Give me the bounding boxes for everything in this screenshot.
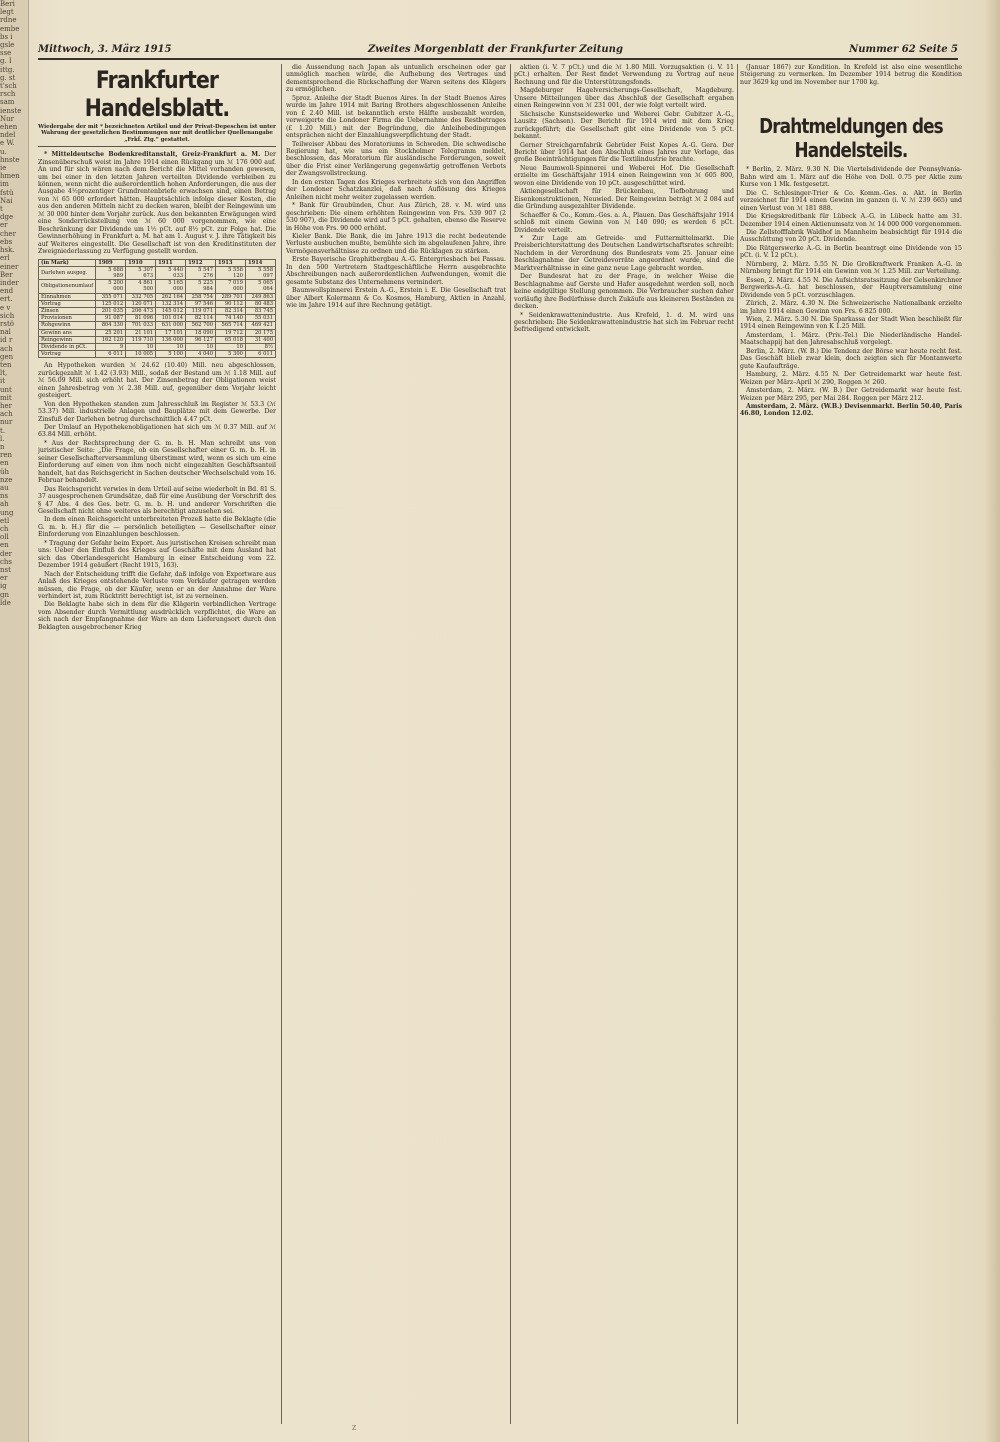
article-paragraph: * Zur Lage am Getreide- und Futtermittelmarkt. Die Preisberichterstattung des Deutschen Landwirtschaftsrates schreibt: Nachdem in der Verordnung des Bundesrats vom 25. Januar eine Beschlagnahme der Getreidevorräte angeordnet wurde, sind die Marktverhältnisse in eine ganz neue Lage gebracht worden. <box>514 234 734 272</box>
table-cell: 119 071 <box>186 307 216 314</box>
column-1-articles <box>38 362 276 631</box>
row-label: Rohgewinn <box>39 322 96 329</box>
table-cell: 5 558 097 <box>245 266 275 279</box>
strip-fragment: cher <box>0 229 16 238</box>
strip-fragment: hmen <box>0 172 20 181</box>
row-label: Dividende in pCt. <box>39 344 96 351</box>
article-paragraph: Die Beklagte habe sich in dem für die Klägerin verbindlichen Vertrage vom Absender durch Vermittlung ausdrücklich verpflichtet, die Ware an sich nach der Empfangnahme der Ware an dem Lieferungsort durch den Beklagten ausgebrochener Krieg <box>38 601 276 631</box>
table-cell: 804 330 <box>96 322 126 329</box>
article <box>38 151 276 255</box>
table-cell: 17 101 <box>156 329 186 336</box>
table-cell: 132 314 <box>156 300 186 307</box>
strip-fragment: oll <box>0 533 9 542</box>
table-cell: 5 165 000 <box>156 280 186 293</box>
article-paragraph: Die C. Schlesinger-Trier & Co. Komm.-Ges. a. Akt. in Berlin verzeichnet für 1914 einen Gewinn im ganzen (i. V. ℳ 239 665) und einen Verlust von ℳ 181 888. <box>740 189 962 212</box>
article-paragraph: aktien (i. V. 7 pCt.) und die ℳ 1.80 Mill. Vorzugsaktien (i. V. 11 pCt.) erhalten. Der Rest findet Verwendung zu Vortrag auf neue Rechnung und für die Unterstützungsfonds. <box>514 64 734 86</box>
row-label: Obligationenumlauf <box>39 280 96 293</box>
row-label: Provisionen <box>39 315 96 322</box>
article-paragraph: Baumwollspinnerei Erstein A.-G., Erstein i. E. Die Gesellschaft trat über Albert Kolermann & Co. Kosmos, Hamburg, Aktien in Anzahl, wie im Jahre 1914 auf ihre Rechnung getätigt. <box>286 287 506 310</box>
table-cell: 5 100 <box>156 351 186 358</box>
table-cell: 19 712 <box>216 329 246 336</box>
strip-fragment: ert. <box>0 295 13 304</box>
article-paragraph: Amsterdam, 1. März. (Priv.-Tel.) Die Niederländische Handel-Maatschappij hat den Jahresabschluß vorgelegt. <box>740 331 962 347</box>
table-cell: 332 705 <box>126 293 156 300</box>
strip-fragment: it <box>0 377 6 386</box>
strip-fragment: rstö <box>0 319 14 328</box>
strip-fragment: e v <box>0 303 11 312</box>
strip-fragment: ebs <box>0 237 13 246</box>
strip-fragment: hsk. <box>0 246 15 255</box>
table-cell: 8½ <box>245 344 275 351</box>
strip-fragment: nal <box>0 328 11 337</box>
article-paragraph: * Berlin, 2. März. 9.30 N. Die Viertelsdividende der Pennsylvania-Bahn wird am 1. März auf die Höhe von Doll. 0.75 per Aktie zum Kurse von 1 Mk. festgesetzt. <box>740 166 962 189</box>
article-paragraph: Gerner Streichgarnfabrik Gebrüder Feist Kopes A.-G. Gera. Der Bericht über 1914 hat den Abschluß eines Jahres zur Vorlage, das große Beeinträchtigungen für die Textilindustrie brachte. <box>514 141 734 164</box>
strip-fragment: unt <box>0 385 12 394</box>
paper-name: Zweites Morgenblatt der Frankfurter Zeitung <box>368 44 623 55</box>
article-paragraph: Kieler Bank. Die Bank, die im Jahre 1913 die recht bedeutende Verluste ausbuchen mußte, bemühte sich im abgelaufenen Jahre, ihre Vermögensverhältnisse zu ordnen und die Rücklagen zu stärken. <box>286 232 506 255</box>
copyright-notice: Wiedergabe der mit * bezeichneten Artikel und der Privat-Depeschen ist unter Wahrung der gesetzlichen Bestimmungen nur mit deutlicher Quellenangabe „Frkf. Ztg.“ gestattet. <box>38 124 276 147</box>
row-label: Vortrag <box>39 300 96 307</box>
strip-fragment: lde <box>0 598 11 607</box>
table-cell: 81 096 <box>126 315 156 322</box>
table-cell: 83 745 <box>245 307 275 314</box>
strip-fragment: inder <box>0 278 19 287</box>
row-label: Reingewinn <box>39 336 96 343</box>
article-paragraph: In dem einen Reichsgericht unterbreiteten Prozeß hatte die Beklagte (die G. m. b. H.) für die — persönlich beteiligten — Gesellschafter einer Einforderung von Einzahlungen beschlossen. <box>38 516 276 539</box>
masthead <box>38 44 958 60</box>
strip-fragment: ie <box>0 164 7 173</box>
table-cell: 5 558 120 <box>216 266 246 279</box>
section-title: Drahtmeldungen des Handelsteils. <box>759 114 943 163</box>
table-cell: 5 440 033 <box>156 266 186 279</box>
article-paragraph: Die Rütgerswerke A.-G. in Berlin beantragt eine Dividende von 15 pCt. (i. V. 12 pCt.). <box>740 244 962 260</box>
strip-fragment: u. <box>0 147 7 156</box>
table-cell: 201 035 <box>96 307 126 314</box>
article-paragraph: Hamburg, 2. März. 4.55 N. Der Getreidemarkt war heute fest. Weizen per März–April ℳ 290, Roggen ℳ 260. <box>740 371 962 386</box>
strip-fragment: rsch <box>0 90 16 99</box>
table-cell: 4 040 <box>186 351 216 358</box>
article-paragraph: Der Umlauf an Hypothekenobligationen hat sich um ℳ 0.37 Mill. auf ℳ 63.84 Mill. erhöht. <box>38 424 276 439</box>
table-cell: 249 863 <box>245 293 275 300</box>
year-header: 1914 <box>245 259 275 266</box>
strip-fragment: t'sch <box>0 82 17 91</box>
article-paragraph: * Seidenkrawattenindustrie. Aus Krefeld, 1. d. M. wird uns geschrieben: Die Seidenkrawattenindustrie hat sich im Februar recht befriedigend entwickelt. <box>514 311 734 334</box>
table-cell: 565 714 <box>216 322 246 329</box>
table-cell: 31 400 <box>245 336 275 343</box>
table-cell: 10 <box>216 344 246 351</box>
article-paragraph: Wien, 2. März. 5.30 N. Die Sparkassa der Stadt Wien beschließt für 1914 einen Reingewinn von K 1.25 Mill. <box>740 315 962 331</box>
table-cell: 21 101 <box>126 329 156 336</box>
table-cell: 6 011 <box>96 351 126 358</box>
strip-fragment: der <box>0 549 12 558</box>
table-cell: 562 700 <box>186 322 216 329</box>
table-cell: 55 031 <box>245 315 275 322</box>
table-cell: 119 710 <box>126 336 156 343</box>
article-headline: * Mitteldeutsche Bodenkreditanstalt, Greiz-Frankfurt a. M. <box>44 151 261 159</box>
strip-fragment: gsle <box>0 41 15 50</box>
strip-fragment: en <box>0 541 9 550</box>
table-cell: 701 033 <box>126 322 156 329</box>
strip-fragment: Nai <box>0 196 13 205</box>
article-paragraph: Magdeburger Hagelversicherungs-Gesellschaft, Magdeburg. Unsere Mitteilungen über das Abschluß der Gesellschaft ergaben einen Reingewinn von ℳ 231 001, der wie folgt verteilt wird. <box>514 87 734 110</box>
table-cell: 262 164 <box>156 293 186 300</box>
issue-date: Mittwoch, 3. März 1915 <box>38 44 172 55</box>
section-title: Frankfurter Handelsblatt. <box>84 66 230 122</box>
strip-fragment: nze <box>0 475 13 484</box>
table-cell: 82 314 <box>216 307 246 314</box>
strip-fragment: g. st <box>0 73 16 82</box>
table-cell: 18 090 <box>186 329 216 336</box>
strip-fragment: nur <box>0 418 13 427</box>
article-paragraph: Teilweiser Abbau des Moratoriums in Schweden. Die schwedische Regierung hat, wie uns ein Stockholmer Telegramm meldet, beschlossen, das Moratorium für ausländische Forderungen, soweit über die Frist einer Verlängerung gegenwärtig getroffenen Verbots der Zwangsvollstreckung. <box>286 140 506 178</box>
table-cell: 5 225 984 <box>186 280 216 293</box>
table-cell: 206 473 <box>126 307 156 314</box>
table-cell: 90 112 <box>216 300 246 307</box>
strip-fragment: fstü <box>0 188 14 197</box>
table-row <box>39 351 276 358</box>
strip-fragment: ig <box>0 582 7 591</box>
table-cell: 91 087 <box>96 315 126 322</box>
column-rule <box>737 64 738 1424</box>
table-cell: 6 011 <box>245 351 275 358</box>
article-paragraph: Das Reichsgericht verwies in dem Urteil auf seine wiederholt in Bd. 81 S. 37 ausgesprochenen Grundsätze, daß für eine Ausübung der Vorschrift des § 47 Abs. 4 des Ges. betr. G. m. b. H. und anderer Vorschriften die Gesellschaft nicht ohne weiteres als berechtigt anzusehen sei. <box>38 485 276 516</box>
table-cell: 65 018 <box>216 336 246 343</box>
strip-fragment: t. <box>0 426 6 435</box>
article-paragraph: Neue Baumwoll-Spinnerei und Weberei Hof. Die Gesellschaft erzielte im Geschäftsjahr 1914 einen Reingewinn von ℳ 605 800, wovon eine Dividende von 10 pCt. ausgeschüttet wird. <box>514 164 734 187</box>
article-paragraph: Essen, 2. März. 4.55 N. Die Aufsichtsratssitzung der Gelsenkirchner Bergwerks-A.-G. hat beschlossen, der Hauptversammlung eine Dividende von 5 pCt. vorzuschlagen. <box>740 276 962 299</box>
strip-fragment: mit <box>0 393 12 402</box>
column-2-articles <box>286 64 506 310</box>
table-row <box>39 280 276 293</box>
table-row <box>39 315 276 322</box>
strip-fragment: n <box>0 442 5 451</box>
strip-fragment: ns <box>0 492 9 501</box>
table-cell: 5 200 000 <box>96 280 126 293</box>
strip-fragment: lt, <box>0 369 8 378</box>
table-cell: 631 000 <box>156 322 186 329</box>
table-cell: 101 014 <box>156 315 186 322</box>
strip-fragment: ach <box>0 344 13 353</box>
article-paragraph: die Aussendung nach Japan als untunlich erscheinen oder gar unmöglich machen würde, die Aufhebung des Vertrages und dementsprechend die Rückschaffung der Waren seitens des Klägers zu ermöglichen. <box>286 64 506 94</box>
article-paragraph: Die Zellstofffabrik Waldhof in Mannheim beabsichtigt für 1914 die Ausschüttung von 20 pCt. Dividende. <box>740 228 962 244</box>
carryover-text: (Januar 1867) zur Kondition. In Krefeld ist also eine wesentliche Steigerung zu vermerken. Im Dezember 1914 betrug die Kondition nur 3629 kg und im November nur 1700 kg. <box>740 64 962 86</box>
strip-fragment: au <box>0 483 9 492</box>
strip-fragment: ehen <box>0 123 18 132</box>
strip-fragment: nst <box>0 566 11 575</box>
column-3 <box>514 64 734 1424</box>
table-cell: 10 <box>126 344 156 351</box>
article-text: Der Zinsenüberschuß weist im Jahre 1914 einen Rückgang um ℳ 176 000 auf. An und für sich wären nach dem Bericht die Mittel vorhanden gewesen, um bei einer in den letzten Jahren verteilten Dividende verbleiben zu können, wenn nicht die außerordentlich hohen Anforderungen, die aus der Ausgabe 4½prozentiger Grundrentenbriefe erwachsen sind, einen Betrag von ℳ 65 000 erfordert hätten. Hauptsächlich infolge dieser Kosten, die aus den anderen Mitteln nicht zu decken waren, bleibt der Reingewinn um ℳ 30 000 hinter dem Vorjahr zurück. Aus den bekannten Erwägungen wird eine Sonderrückstellung von ℳ 60 000 vorgenommen, wie eine Beschränkung der Dividende um 1½ pCt. auf 8½ pCt. zur Folge hat. Die Gewinnerhöhung in Frankfurt a. M. hat am 1. August v. J. ihre Tätigkeit bis auf Weiteres eingestellt. Die Gesellschaft ist von den Kreditinstituten der Zweigniederlassung zu Verfügung gestellt worden. <box>38 151 276 256</box>
strip-fragment: gen <box>0 352 14 361</box>
table-cell: 258 754 <box>186 293 216 300</box>
strip-fragment: bs i <box>0 32 13 41</box>
table-row <box>39 293 276 300</box>
table-cell: 5 065 064 <box>245 280 275 293</box>
table-cell: 10 005 <box>126 351 156 358</box>
table-cell: 469 421 <box>245 322 275 329</box>
column-4 <box>740 64 962 1424</box>
row-label: Gewinn ans <box>39 329 96 336</box>
strip-fragment: ienste <box>0 106 22 115</box>
strip-fragment: einer <box>0 262 19 271</box>
strip-fragment: ah <box>0 500 9 509</box>
row-label: Zinsen <box>39 307 96 314</box>
strip-fragment: sich <box>0 311 15 320</box>
strip-fragment: etl <box>0 516 10 525</box>
financial-table <box>38 259 276 359</box>
strip-fragment: im <box>0 180 9 189</box>
year-header: 1909 <box>96 259 126 266</box>
table-cell: 5 688 989 <box>96 266 126 279</box>
table-row <box>39 307 276 314</box>
table-cell: 10 <box>156 344 186 351</box>
article-paragraph: Der Bundesrat hat zu der Frage, in welcher Weise die Beschlagnahme auf Gerste und Hafer ausgedehnt werden soll, noch keine endgültige Stellung genommen. Die Verbraucher suchen daher vorläufig ihre Bedürfnisse durch Zukäufe aus kleineren Beständen zu decken. <box>514 273 734 311</box>
strip-fragment: embe <box>0 24 20 33</box>
table-cell: 120 071 <box>126 300 156 307</box>
strip-fragment: sam <box>0 98 15 107</box>
article-paragraph: 5proz. Anleihe der Stadt Buenos Aires. In der Stadt Buenos Aires wurde im Jahre 1914 mit Baring Brothers abgeschlossenen Anleihe von £ 2.40 Mill. ist bekanntlich erste Hälfte ausbezahlt worden, verweigerte die Londoner Firma die Uebernahme des Restbetrages (£ 1.20 Mill.) mit der Begründung, die Anleihebedingungen entsprächen nicht der Einzahlungsverpflichtung der Stadt. <box>286 94 506 140</box>
article-paragraph: Sächsische Kunstseidewerke und Weberei Gebr. Gubitzer A.-G., Lausitz (Sachsen). Der Bericht für 1914 wird mit dem Krieg zurückgeführt; die Gesellschaft gibt eine Dividende von 5 pCt. bekannt. <box>514 110 734 141</box>
article-paragraph: Amsterdam, 2. März. (W. B.) Der Getreidemarkt war heute fest. Weizen per März 295, per Mai 284. Roggen per März 212. <box>740 387 962 402</box>
article-paragraph: Nürnberg, 2. März. 5.55 N. Die Großkraftwerk Franken A.-G. in Nürnberg bringt für 1914 ein Gewinn von ℳ 1.25 Mill. zur Verteilung. <box>740 260 962 276</box>
strip-fragment: ch <box>0 525 9 533</box>
strip-fragment: ung <box>0 508 14 517</box>
strip-fragment: t <box>0 205 3 214</box>
column-2 <box>286 64 506 1424</box>
column-rule <box>281 64 282 1424</box>
table-caption: (in Mark) <box>39 259 96 266</box>
table-cell: 97 546 <box>186 300 216 307</box>
strip-fragment: chs <box>0 557 13 566</box>
strip-fragment: ittg. <box>0 65 15 74</box>
footer-mark: Z <box>352 1425 357 1432</box>
table-header-row <box>39 259 276 266</box>
row-label: Darlehen ausgeg. <box>39 266 96 279</box>
table-cell: 162 120 <box>96 336 126 343</box>
table-row <box>39 322 276 329</box>
strip-fragment: e W. <box>0 139 15 148</box>
table-cell: 136 000 <box>156 336 186 343</box>
strip-fragment: rdne <box>0 16 17 25</box>
article-paragraph: Zürich, 2. März. 4.30 N. Die Schweizerische Nationalbank erzielte im Jahre 1914 einen Gewinn von Frs. 6 825 000. <box>740 300 962 315</box>
table-cell: 5 300 <box>216 351 246 358</box>
article-paragraph: Schaeffer & Co., Komm.-Ges. a. A., Plauen. Das Geschäftsjahr 1914 schloß mit einem Gewinn von ℳ 140 090; es werden 6 pCt. Dividende verteilt. <box>514 211 734 234</box>
table-cell: 289 701 <box>216 293 246 300</box>
strip-fragment: l. <box>0 434 5 443</box>
strip-fragment: g. I <box>0 57 12 66</box>
article-paragraph: Von den Hypotheken standen zum Jahresschluß im Register ℳ 53.3 (ℳ 53.37) Mill. industrielle Anlagen und Bauplätze mit dem Gewerbe. Der Zinsfuß der Darlehen betrug durchschnittlich 4.47 pCt. <box>38 400 276 423</box>
strip-fragment: ten <box>0 360 12 369</box>
table-cell: 5 307 673 <box>126 266 156 279</box>
adjacent-page-edge <box>0 0 29 1442</box>
year-header: 1912 <box>186 259 216 266</box>
table-cell: 80 483 <box>245 300 275 307</box>
year-header: 1911 <box>156 259 186 266</box>
strip-fragment: gn <box>0 590 9 599</box>
strip-fragment: sse <box>0 49 12 58</box>
column-3-articles <box>514 64 734 334</box>
article-paragraph: Aktiengesellschaft für Brückenbau, Tiefbohrung und Eisenkonstruktionen, Neuwied. Der Reingewinn beträgt ℳ 2 084 auf die Gründung ausgezahlter Dividende. <box>514 188 734 211</box>
article-paragraph: Nach der Entscheidung trifft die Gefahr, daß infolge von Exportware aus Anlaß des Krieges entstehende Verluste vom Verkäufer getragen werden müssen, die Frage, ob der Käufer, wenn er an der Annahme der Ware verhindert ist, zum Rücktritt berechtigt ist, ist zu verneinen. <box>38 570 276 600</box>
year-header: 1913 <box>216 259 246 266</box>
table-cell: 20 175 <box>245 329 275 336</box>
year-header: 1910 <box>126 259 156 266</box>
strip-fragment: ndel <box>0 131 16 140</box>
market-report: Amsterdam, 2. März. (W.B.) Devisenmarkt. Berlin 50.40, Paris 46.80, London 12.02. <box>740 402 962 418</box>
table-cell: 9 <box>96 344 126 351</box>
strip-fragment: hnste <box>0 155 20 164</box>
strip-fragment: ach <box>0 410 13 419</box>
strip-fragment: end <box>0 287 14 296</box>
article-paragraph: * Aus der Rechtsprechung der G. m. b. H. Man schreibt uns von juristischer Seite: „Die Frage, ob ein Gesellschafter einer G. m. b. H. in seiner Gesellschafterversammlung überstimmt wird, wenn es sich um eine Einforderung auf einen von ihm noch nicht eingezahlten Geschäftsanteil handelt, hat das Reichsgericht in Sachen deutscher Wechselschuld vom 16. Februar behandelt. <box>38 439 276 485</box>
table-cell: 4 861 500 <box>126 280 156 293</box>
column-rule <box>510 64 511 1424</box>
article-paragraph: Berlin, 2. März. (W. B.) Die Tendenz der Börse war heute recht fest. Das Geschäft blieb zwar klein, doch zeigten sich für Montanwerte gute Kaufaufträge. <box>740 347 962 370</box>
strip-fragment: en <box>0 459 9 468</box>
table-row <box>39 329 276 336</box>
table-cell: 125 012 <box>96 300 126 307</box>
article-paragraph: An Hypotheken wurden ℳ 24.62 (10.40) Mill. neu abgeschlossen, zurückgezahlt ℳ 1.42 (3.93) Mill., sodaß der Bestand um ℳ 1.18 Mill. auf ℳ 56.09 Mill. sich erhöht hat. Der Zinsenbetrag der Obligationen weist einen Jahresbetrag von ℳ 2.38 Mill. auf, gegenüber dem Vorjahr leicht gesteigert. <box>38 362 276 400</box>
table-cell: 10 <box>186 344 216 351</box>
table-cell: 355 071 <box>96 293 126 300</box>
article-paragraph: * Bank für Graubünden, Chur. Aus Zürich, 28. v. M. wird uns geschrieben: Die einem erhöhten Reingewinn von Frs. 539 907 (2 530 907), die Dividende wird auf 5 pCt. gehalten, ebenso die Reserve in Höhe von Frs. 90 000 erhöht. <box>286 202 506 232</box>
table-row <box>39 336 276 343</box>
table-cell: 82 114 <box>186 315 216 322</box>
strip-fragment: erl <box>0 254 10 263</box>
table-cell: 7 019 000 <box>216 280 246 293</box>
strip-fragment: Ber <box>0 270 13 279</box>
strip-fragment: dge <box>0 213 14 222</box>
table-cell: 145 012 <box>156 307 186 314</box>
strip-fragment: üh <box>0 467 10 476</box>
article-paragraph: * Tragung der Gefahr beim Export. Aus juristischen Kreisen schreibt man uns: Ueber den Einfluß des Krieges auf Geschäfte mit dem Ausland hat sich das Oberlandesgericht Hamburg in einer Entscheidung vom 22. Dezember 1914 geäußert (Recht 1915, 163). <box>38 539 276 570</box>
page-number: Nummer 62 Seite 5 <box>849 44 958 55</box>
table-row <box>39 300 276 307</box>
strip-fragment: er <box>0 221 8 230</box>
table-cell: 5 547 276 <box>186 266 216 279</box>
strip-fragment: ren <box>0 451 12 460</box>
strip-fragment: her <box>0 401 12 410</box>
table-cell: 96 127 <box>186 336 216 343</box>
strip-fragment: Beri <box>0 0 15 8</box>
column-1 <box>38 64 276 1424</box>
strip-fragment: legt <box>0 8 14 17</box>
article-paragraph: In den ersten Tagen des Krieges verbreitete sich von den Angriffen der Londoner Schatzkanzlei, daß nach Auflösung des Krieges Anleihen nicht mehr weiter zugelassen werden. <box>286 178 506 201</box>
article-paragraph: Die Kriegskreditbank für Lübeck A.-G. in Lübeck hatte am 31. Dezember 1914 einen Aktienumsatz von ℳ 14 000 000 vorgenommen. <box>740 213 962 228</box>
row-label: Einnahmen <box>39 293 96 300</box>
table-row <box>39 344 276 351</box>
article-paragraph: Erste Bayerische Graphitbergbau A.-G. Entergriesbach bei Passau. In den 500 Vertretern Stadtgeschäftliche Herrn ausgebrachte Abschreibungen nach außerordentlichen Aufwendungen, womit die gesamte Substanz des Unternehmens vermindert. <box>286 256 506 286</box>
strip-fragment: Nur <box>0 114 14 123</box>
row-label: Vortrag <box>39 351 96 358</box>
strip-fragment: id r <box>0 336 13 345</box>
table-row <box>39 266 276 279</box>
strip-fragment: er <box>0 574 8 583</box>
table-cell: 25 201 <box>96 329 126 336</box>
column-4-articles <box>740 166 962 402</box>
table-cell: 74 140 <box>216 315 246 322</box>
